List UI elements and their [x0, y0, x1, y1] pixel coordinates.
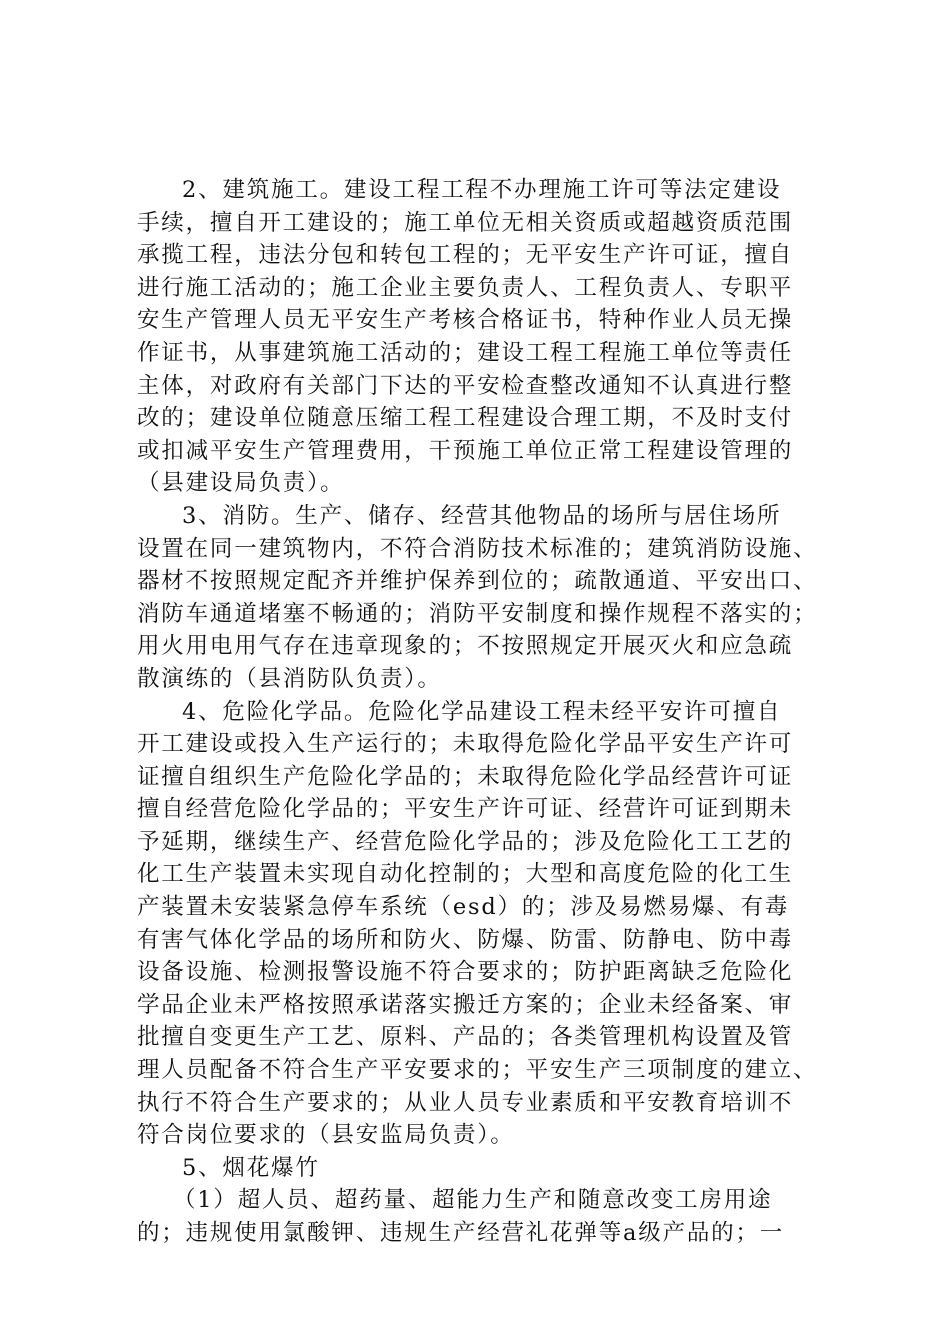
text-line: 开工建设或投入生产运行的；未取得危险化学品平安生产许可 [137, 731, 794, 758]
text-line: 作证书，从事建筑施工活动的；建设工程工程施工单位等责任 [137, 339, 794, 366]
text-line: 化工生产装置未实现自动化控制的；大型和高度危险的化工生 [137, 861, 794, 888]
text-line: 改的；建设单位随意压缩工程工程建设合理工期，不及时支付 [137, 405, 794, 432]
text-line: （1）超人员、超药量、超能力生产和随意改变工房用途 [173, 1187, 773, 1214]
text-line: 手续，擅自开工建设的；施工单位无相关资质或超越资质范围 [137, 209, 794, 236]
paragraph-fire [137, 500, 837, 696]
text-line: 5、烟花爆竹 [182, 1154, 320, 1181]
text-line: 证擅自组织生产危险化学品的；未取得危险化学品经营许可证 [137, 763, 794, 790]
text-line: 2、建筑施工。建设工程工程不办理施工许可等法定建设 [182, 177, 782, 203]
text-line: 进行施工活动的；施工企业主要负责人、工程负责人、专职平 [137, 274, 794, 301]
text-line: 设置在同一建筑物内，不符合消防技术标准的；建筑消防设施、 [137, 535, 818, 562]
text-line: 承揽工程，违法分包和转包工程的；无平安生产许可证，擅自 [137, 242, 794, 269]
text-line: 4、危险化学品。危险化学品建设工程未经平安许可擅自 [182, 698, 782, 725]
text-line: 予延期，继续生产、经营危险化学品的；涉及危险化工工艺的 [137, 828, 794, 855]
text-line: 理人员配备不符合生产平安要求的；平安生产三项制度的建立、 [137, 1057, 818, 1084]
heading-fireworks [137, 1152, 837, 1185]
text-line: 消防车通道堵塞不畅通的；消防平安制度和操作规程不落实的； [137, 600, 818, 627]
text-line: 或扣减平安生产管理费用，干预施工单位正常工程建设管理的 [137, 437, 794, 464]
text-line: 有害气体化学品的场所和防火、防爆、防雷、防静电、防中毒 [137, 926, 794, 953]
text-line: 产装置未安装紧急停车系统（esd）的；涉及易燃易爆、有毒 [137, 894, 790, 921]
text-line: 3、消防。生产、储存、经营其他物品的场所与居住场所 [182, 502, 782, 529]
paragraph-chemicals [137, 696, 837, 1152]
text-line: 执行不符合生产要求的；从业人员专业素质和平安教育培训不 [137, 1089, 794, 1116]
document-body [137, 174, 837, 1250]
text-line: 安生产管理人员无平安生产考核合格证书，特种作业人员无操 [137, 307, 794, 334]
text-line: 的；违规使用氯酸钾、违规生产经营礼花弹等a级产品的；一 [137, 1220, 785, 1246]
text-line: 器材不按照规定配齐并维护保养到位的；疏散通道、平安出口、 [137, 568, 818, 595]
text-line: 符合岗位要求的（县安监局负责）。 [137, 1122, 515, 1149]
text-line: 用火用电用气存在违章现象的；不按照规定开展灭火和应急疏 [137, 633, 794, 660]
text-line: 主体，对政府有关部门下达的平安检查整改通知不认真进行整 [137, 372, 794, 399]
text-line: 散演练的（县消防队负责）。 [137, 665, 442, 692]
paragraph-fireworks-item1 [137, 1184, 837, 1249]
text-line: 设备设施、检测报警设施不符合要求的；防护距离缺乏危险化 [137, 959, 794, 986]
text-line: （县建设局负责）。 [137, 470, 345, 497]
text-line: 学品企业未严格按照承诺落实搬迁方案的；企业未经备案、审 [137, 991, 794, 1018]
text-line: 批擅自变更生产工艺、原料、产品的；各类管理机构设置及管 [137, 1024, 794, 1051]
paragraph-construction [137, 174, 837, 500]
text-line: 擅自经营危险化学品的；平安生产许可证、经营许可证到期未 [137, 796, 794, 823]
